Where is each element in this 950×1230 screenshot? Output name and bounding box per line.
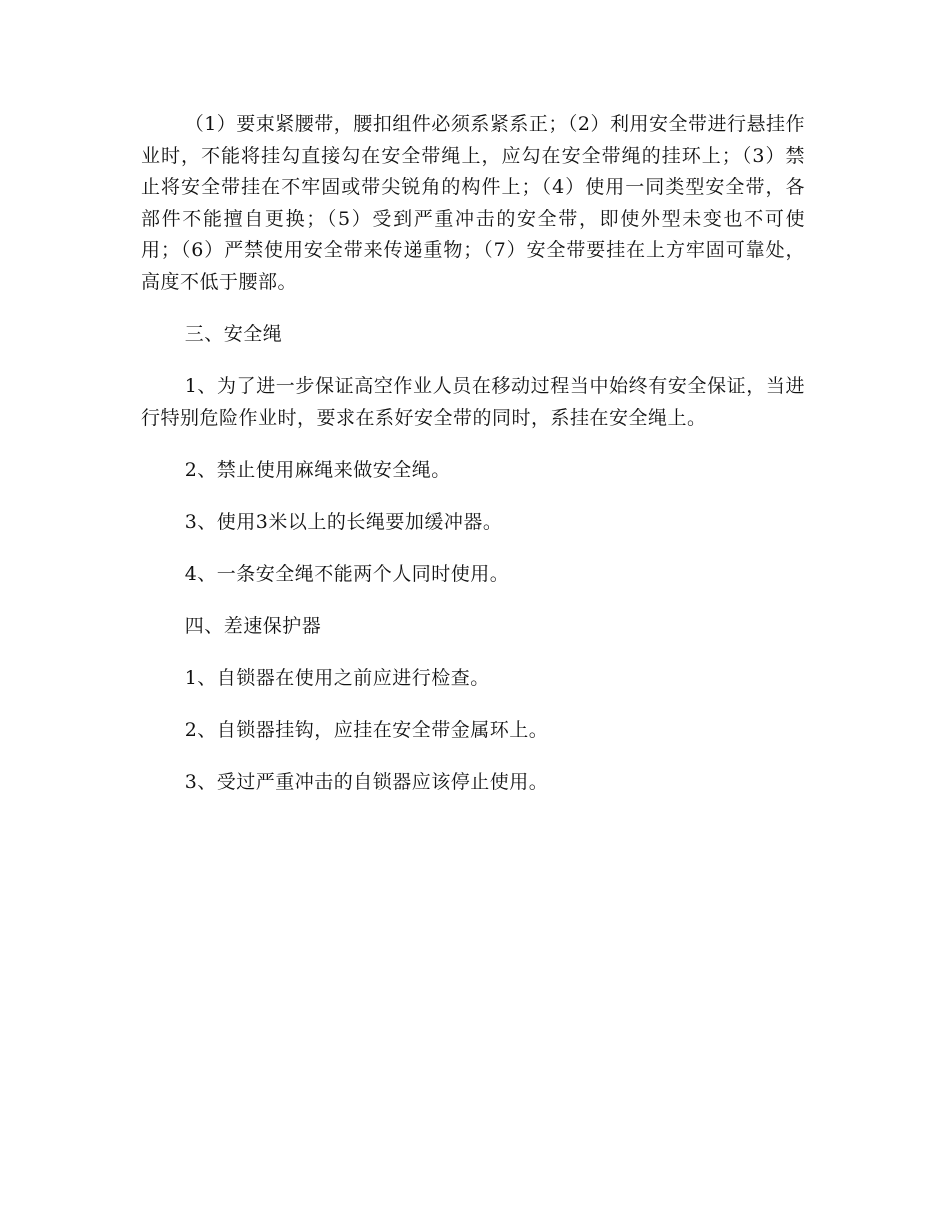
paragraph-gap: [141, 591, 805, 612]
paragraph-gap: [141, 747, 805, 768]
paragraph-gap: [141, 486, 805, 507]
paragraph-rope-item-1: 1、为了进一步保证高空作业人员在移动过程当中始终有安全保证，当进行特别危险作业时，要求在系好安全带的同时，系挂在安全绳上。: [141, 375, 805, 429]
section-heading-safety-rope: 三、安全绳: [184, 323, 283, 346]
paragraph-gap: [141, 299, 805, 320]
paragraph-rope-item-2: 2、禁止使用麻绳来做安全绳。: [184, 458, 451, 481]
document-body: [141, 109, 805, 799]
paragraph-protector-item-1: 1、自锁器在使用之前应进行检查。: [184, 667, 490, 690]
paragraph-gap: [141, 351, 805, 372]
paragraph-gap: [141, 434, 805, 455]
paragraph-rope-item-3: 3、使用3米以上的长绳要加缓冲器。: [184, 510, 503, 533]
paragraph-gap: [141, 643, 805, 664]
paragraph-protector-item-2: 2、自锁器挂钩，应挂在安全带金属环上。: [184, 719, 549, 742]
paragraph-protector-item-3: 3、受过严重冲击的自锁器应该停止使用。: [184, 771, 549, 794]
section-heading-differential-protector: 四、差速保护器: [184, 615, 322, 638]
paragraph-safety-belt-rules: （1）要束紧腰带，腰扣组件必须系紧系正；（2）利用安全带进行悬挂作业时，不能将挂勾直接勾在安全带绳上，应勾在安全带绳的挂环上；（3）禁止将安全带挂在不牢固或带尖锐角的构件上；（4）使用一同类型安全带，各部件不能擅自更换；（5）受到严重冲击的安全带，即使外型未变也不可使用；（6）严禁使用安全带来传递重物；（7）安全带要挂在上方牢固可靠处，高度不低于腰部。: [141, 113, 805, 293]
paragraph-gap: [141, 539, 805, 560]
paragraph-gap: [141, 695, 805, 716]
paragraph-rope-item-4: 4、一条安全绳不能两个人同时使用。: [184, 563, 510, 586]
